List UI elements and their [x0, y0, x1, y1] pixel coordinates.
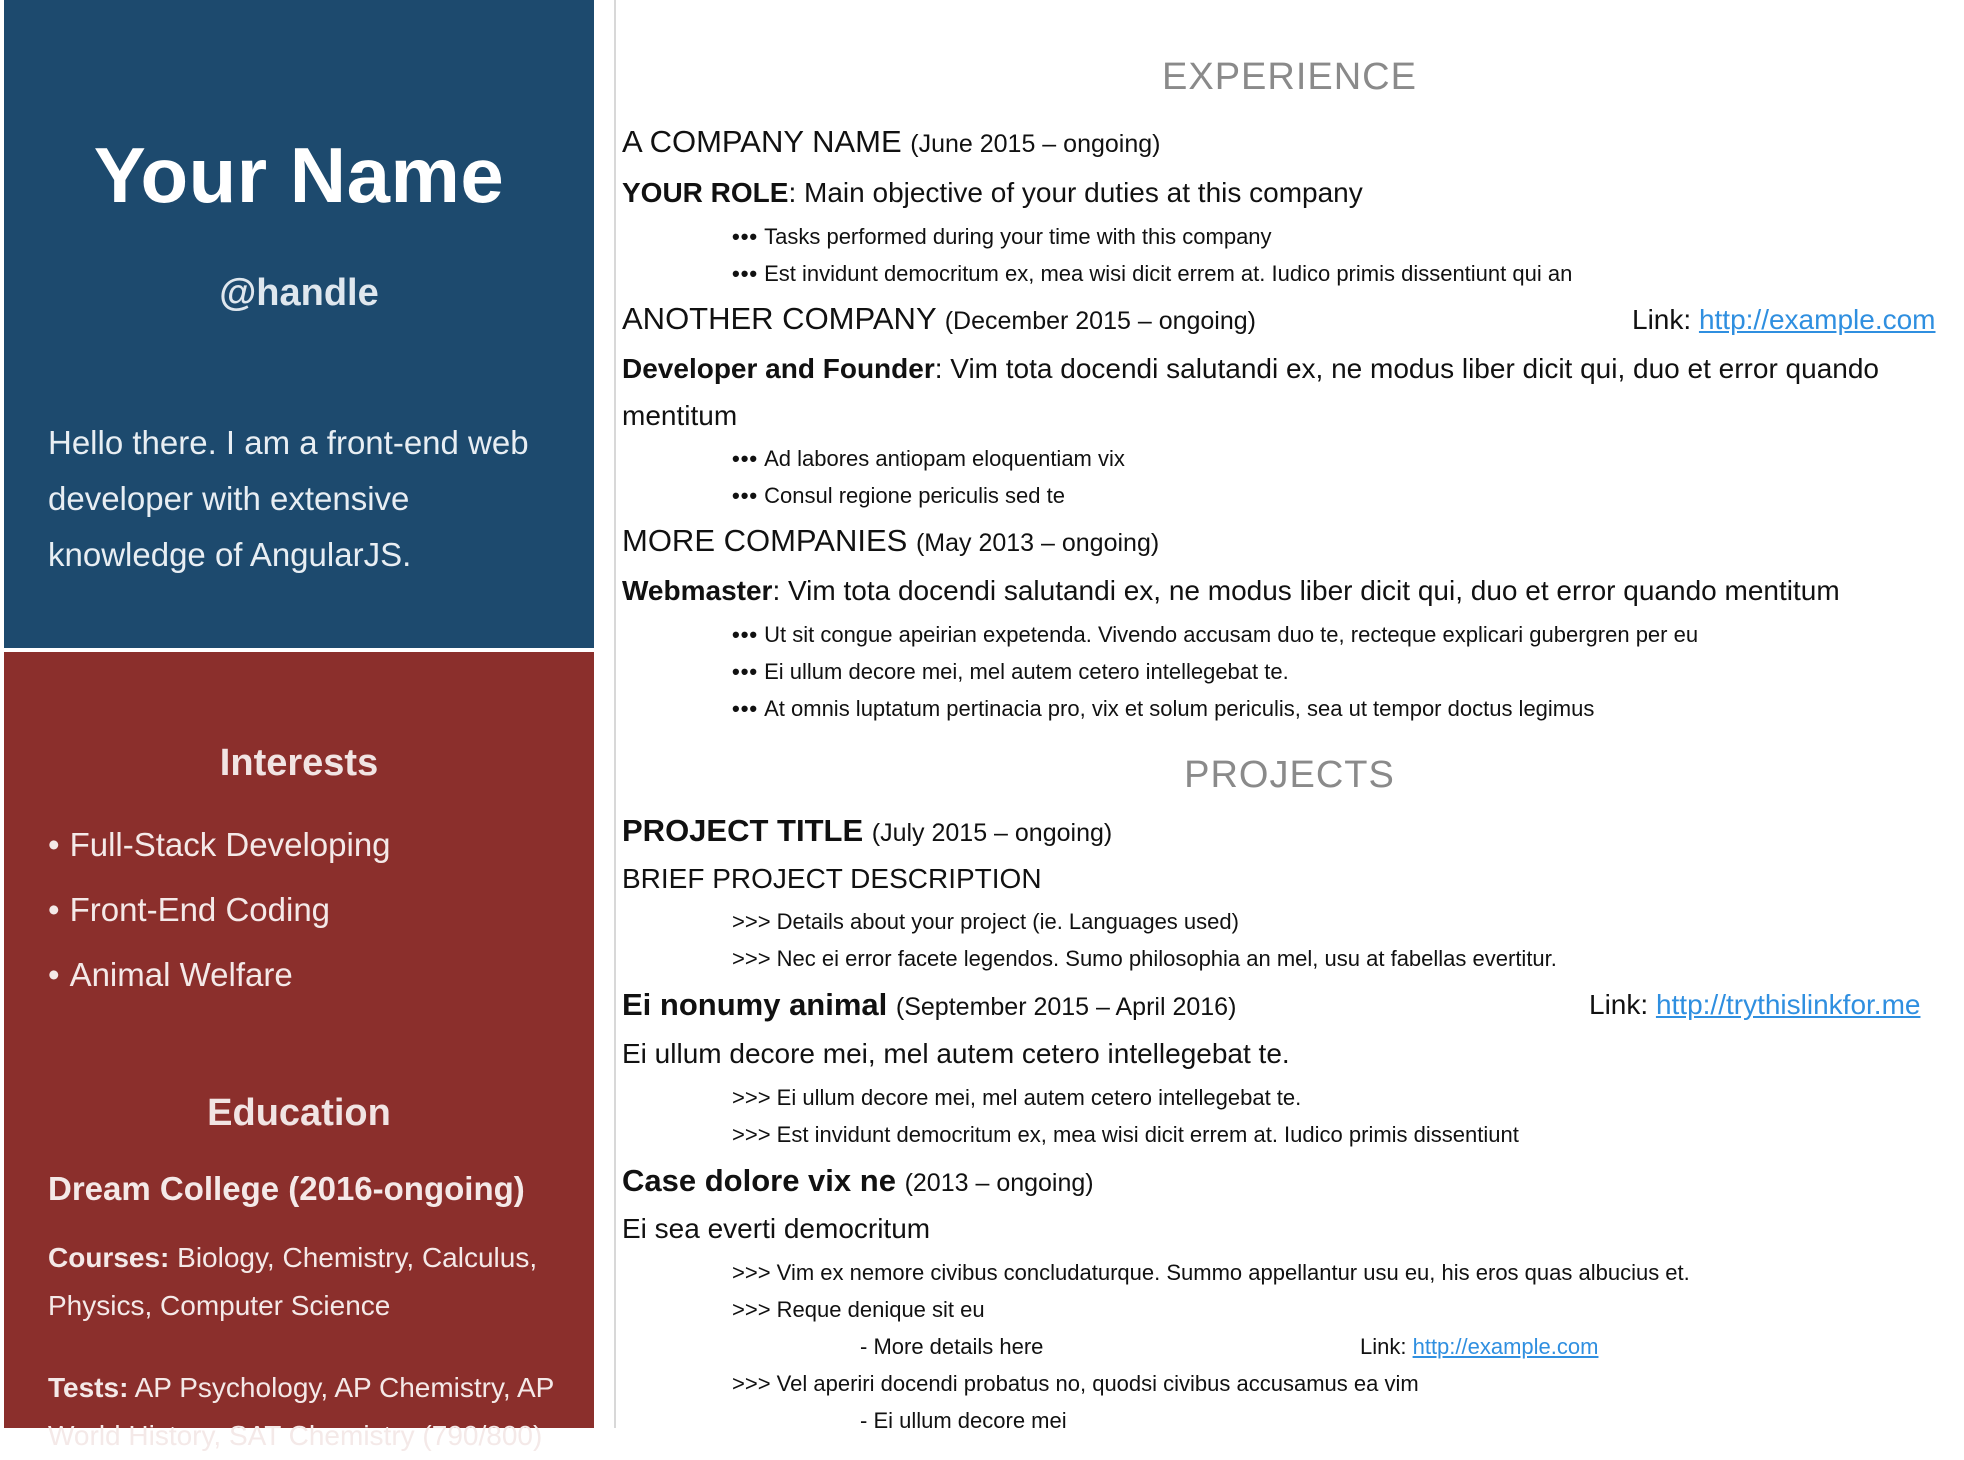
project-title: Case dolore vix ne (2013 – ongoing): [622, 1163, 1094, 1198]
interest-item: • Full-Stack Developing: [48, 826, 391, 863]
project-detail: >>> Vim ex nemore civibus concludaturque. Summo appellantur usu eu, his eros quas albucius et.: [732, 1260, 1690, 1285]
education-title: Education: [207, 1092, 391, 1134]
profile-bio: Hello there. I am a front-end web developer with extensive knowledge of AngularJS.: [48, 424, 529, 573]
column-divider: [614, 0, 616, 1428]
project-detail: >>> Est invidunt democritum ex, mea wisi dicit errem at. Iudico primis dissentiunt: [732, 1122, 1519, 1147]
experience-heading: EXPERIENCE: [1162, 56, 1417, 98]
job-role: YOUR ROLE: Main objective of your duties at this company: [622, 177, 1363, 208]
project-sub-link-anchor[interactable]: http://example.com: [1412, 1334, 1599, 1359]
project-title: Ei nonumy animal (September 2015 – April 2016): [622, 987, 1237, 1022]
project-description: BRIEF PROJECT DESCRIPTION: [622, 863, 1042, 894]
project-detail: >>> Vel aperiri docendi probatus no, quodsi civibus accusamus ea vim: [732, 1371, 1419, 1396]
main-content: [622, 0, 1957, 1433]
projects-heading: PROJECTS: [1184, 754, 1395, 796]
education-courses: Courses: Biology, Chemistry, Calculus, Physics, Computer Science: [48, 1242, 538, 1321]
project-description: Ei sea everti democritum: [622, 1213, 931, 1244]
profile-panel: [4, 0, 594, 648]
job-bullet: ••• At omnis luptatum pertinacia pro, vix et solum periculis, sea ut tempor doctus legimus: [732, 696, 1595, 721]
job-bullet: ••• Ei ullum decore mei, mel autem cetero intellegebat te.: [732, 659, 1289, 684]
project-detail: >>> Ei ullum decore mei, mel autem cetero intellegebat te.: [732, 1085, 1302, 1110]
project-title: PROJECT TITLE (July 2015 – ongoing): [622, 813, 1113, 848]
sidebar: [0, 0, 598, 1451]
job-link-anchor[interactable]: http://example.com: [1698, 304, 1936, 335]
education-tests: Tests: AP Psychology, AP Chemistry, AP World History, SAT Chemistry (790/800): [48, 1372, 554, 1451]
job-bullet: ••• Ad labores antiopam eloquentiam vix: [732, 446, 1125, 471]
interest-item: • Animal Welfare: [48, 956, 293, 993]
profile-handle: @handle: [219, 272, 379, 314]
project-detail: >>> Reque denique sit eu: [732, 1297, 985, 1322]
details-panel: [4, 652, 594, 1451]
job-bullet: ••• Ut sit congue apeirian expetenda. Vivendo accusam duo te, recteque explicari gubergren per eu: [732, 622, 1699, 647]
interest-item: • Front-End Coding: [48, 891, 331, 928]
project-link-anchor[interactable]: http://trythislinkfor.me: [1655, 989, 1921, 1020]
job-bullet: ••• Est invidunt democritum ex, mea wisi dicit errem at. Iudico primis dissentiunt qui an: [732, 261, 1573, 286]
interests-title: Interests: [219, 742, 379, 784]
project-sub-link: Link: http://example.com: [1360, 1334, 1599, 1359]
job-company: MORE COMPANIES (May 2013 – ongoing): [622, 523, 1160, 558]
project-subdetail: - More details here: [860, 1334, 1044, 1359]
profile-name: Your Name: [93, 131, 505, 219]
job-company: ANOTHER COMPANY (December 2015 – ongoing): [622, 301, 1256, 336]
job-role: Developer and Founder: Vim tota docendi salutandi ex, ne modus liber dicit qui, duo et error quando: [622, 353, 1879, 384]
interests-list: [48, 812, 391, 1007]
job-bullet: ••• Tasks performed during your time with this company: [732, 224, 1272, 249]
project-detail: >>> Details about your project (ie. Languages used): [732, 909, 1239, 934]
job-role: Webmaster: Vim tota docendi salutandi ex, ne modus liber dicit qui, duo et error quando mentitum: [622, 575, 1840, 606]
project-description: Ei ullum decore mei, mel autem cetero intellegebat te.: [622, 1038, 1290, 1069]
project-subdetail: - Ei ullum decore mei: [860, 1408, 1067, 1433]
project-detail: >>> Nec ei error facete legendos. Sumo philosophia an mel, usu at fabellas evertitur.: [732, 946, 1557, 971]
job-link: Link: http://example.com: [1632, 304, 1936, 335]
job-role-continued: mentitum: [622, 400, 738, 431]
job-bullet: ••• Consul regione periculis sed te: [732, 483, 1065, 508]
project-link: Link: http://trythislinkfor.me: [1589, 989, 1921, 1020]
job-company: A COMPANY NAME (June 2015 – ongoing): [622, 124, 1161, 159]
education-college: Dream College (2016-ongoing): [48, 1170, 525, 1207]
